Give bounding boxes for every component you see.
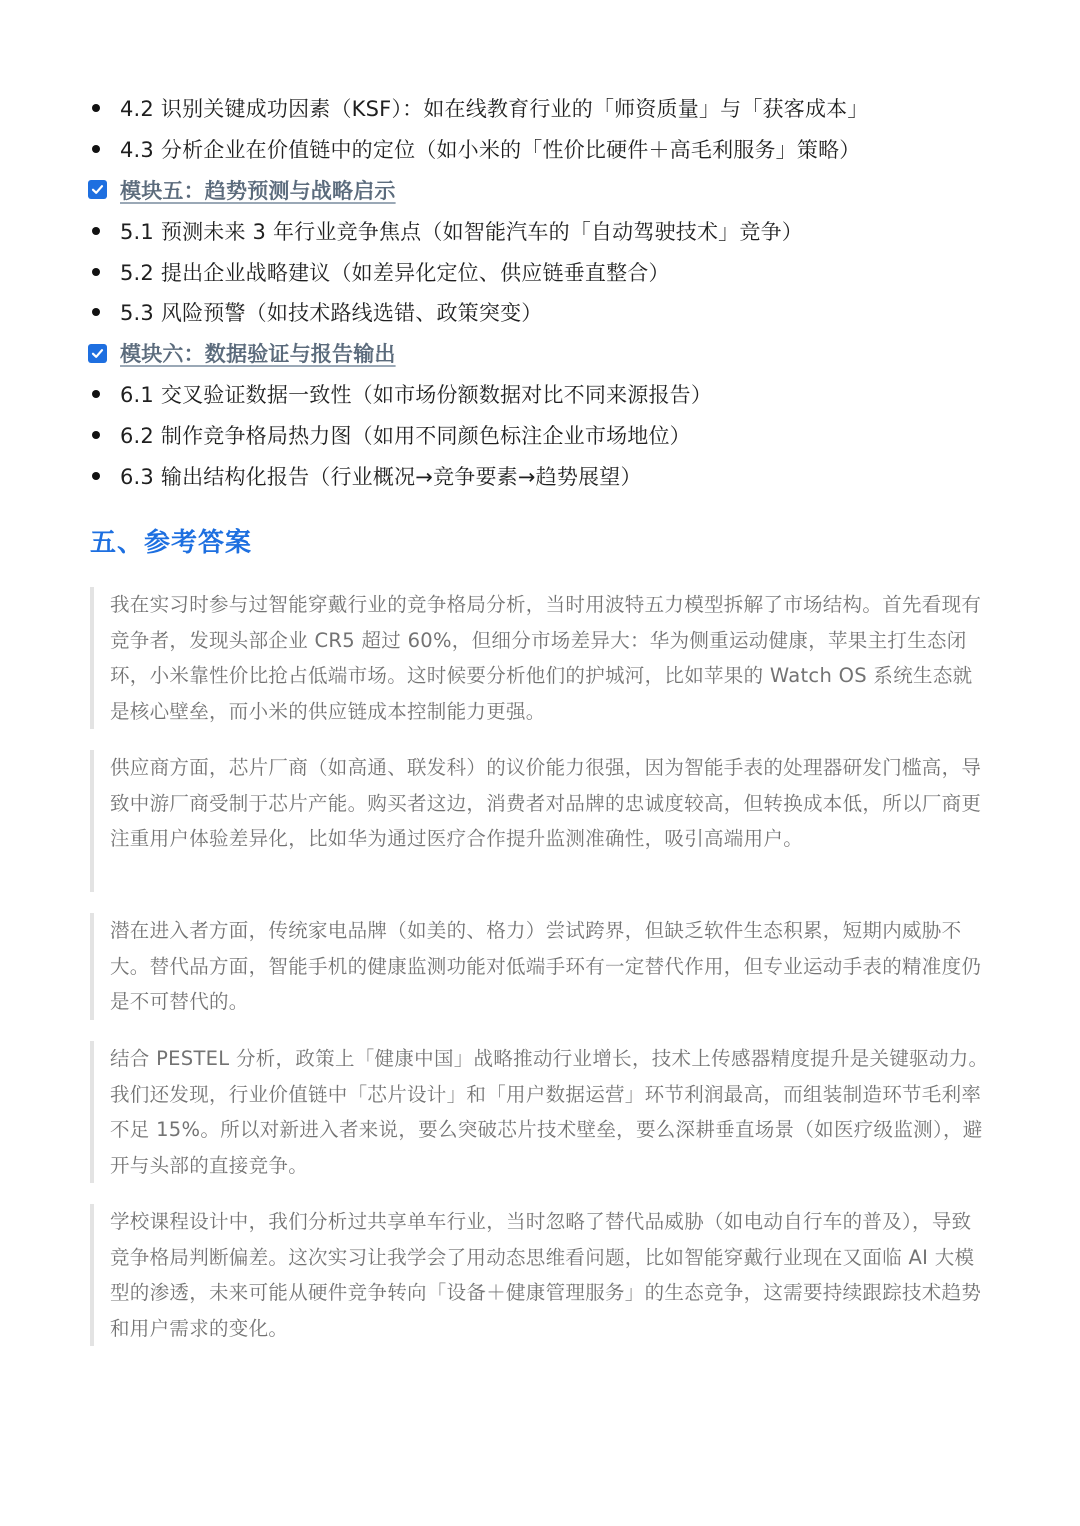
bullet-dot-icon	[92, 308, 100, 316]
bullet-dot-icon	[92, 227, 100, 235]
bullet-dot-icon	[92, 390, 100, 398]
checkbox-checked-icon[interactable]	[88, 344, 107, 363]
paragraph: 我在实习时参与过智能穿戴行业的竞争格局分析，当时用波特五力模型拆解了市场结构。首先看现有竞争者，发现头部企业 CR5 超过 60%，但细分市场差异大：华为侧重运动健康，苹果主打生态闭环，小米靠性价比抢占低端市场。这时候要分析他们的护城河，比如苹果的 Watch OS 系统生态就是核心壁垒，而小米的供应链成本控制能力更强。	[110, 593, 982, 723]
list-item	[88, 374, 1008, 415]
module-heading-text: 模块六：数据验证与报告输出	[120, 342, 396, 367]
list-item-text: 6.2 制作竞争格局热力图（如用不同颜色标注企业市场地位）	[120, 423, 691, 448]
paragraph: 结合 PESTEL 分析，政策上「健康中国」战略推动行业增长，技术上传感器精度提升是关键驱动力。我们还发现，行业价值链中「芯片设计」和「用户数据运营」环节利润最高，而组装制造环节毛利率不足 15%。所以对新进入者来说，要么突破芯片技术壁垒，要么深耕垂直场景（如医疗级监测），避开与头部的直接竞争。	[110, 1047, 989, 1177]
bullet-dot-icon	[92, 104, 100, 112]
list-item-text: 5.1 预测未来 3 年行业竞争焦点（如智能汽车的「自动驾驶技术」竞争）	[120, 219, 803, 244]
list-item	[88, 88, 1008, 129]
list-item	[88, 414, 1008, 455]
bullet-dot-icon	[92, 268, 100, 276]
list-item	[88, 292, 1008, 333]
paragraph: 供应商方面，芯片厂商（如高通、联发科）的议价能力很强，因为智能手表的处理器研发门槛高，导致中游厂商受制于芯片产能。购买者这边，消费者对品牌的忠诚度较高，但转换成本低，所以厂商更注重用户体验差异化，比如华为通过医疗合作提升监测准确性，吸引高端用户。	[110, 756, 982, 850]
outline-list	[88, 88, 1008, 496]
list-item	[88, 210, 1008, 251]
blockquote	[90, 913, 990, 1020]
module-heading-text: 模块五：趋势预测与战略启示	[120, 178, 396, 203]
blockquote	[90, 750, 990, 892]
module-heading-item[interactable]	[88, 333, 1008, 374]
list-item-text: 6.1 交叉验证数据一致性（如市场份额数据对比不同来源报告）	[120, 382, 713, 407]
blockquote	[90, 587, 990, 729]
list-item-text: 4.2 识别关键成功因素（KSF）：如在线教育行业的「师资质量」与「获客成本」	[120, 97, 869, 122]
list-item-text: 6.3 输出结构化报告（行业概况→竞争要素→趋势展望）	[120, 464, 642, 489]
list-item	[88, 251, 1008, 292]
list-item-text: 5.3 风险预警（如技术路线选错、政策突变）	[120, 301, 543, 326]
blockquote	[90, 1041, 990, 1183]
checkbox-checked-icon[interactable]	[88, 180, 107, 199]
list-item-text: 5.2 提出企业战略建议（如差异化定位、供应链垂直整合）	[120, 260, 670, 285]
bullet-dot-icon	[92, 472, 100, 480]
list-item	[88, 455, 1008, 496]
paragraph: 学校课程设计中，我们分析过共享单车行业，当时忽略了替代品威胁（如电动自行车的普及），导致竞争格局判断偏差。这次实习让我学会了用动态思维看问题，比如智能穿戴行业现在又面临 AI 大模型的渗透，未来可能从硬件竞争转向「设备＋健康管理服务」的生态竞争，这需要持续跟踪技术趋势和用户需求的变化。	[110, 1210, 982, 1340]
list-item	[88, 129, 1008, 170]
paragraph: 潜在进入者方面，传统家电品牌（如美的、格力）尝试跨界，但缺乏软件生态积累，短期内威胁不大。替代品方面，智能手机的健康监测功能对低端手环有一定替代作用，但专业运动手表的精准度仍是不可替代的。	[110, 919, 982, 1013]
bullet-dot-icon	[92, 431, 100, 439]
list-item-text: 4.3 分析企业在价值链中的定位（如小米的「性价比硬件＋高毛利服务」策略）	[120, 138, 861, 163]
bullet-dot-icon	[92, 145, 100, 153]
blockquote	[90, 1204, 990, 1346]
section-title: 五、参考答案	[90, 528, 253, 558]
module-heading-item[interactable]	[88, 170, 1008, 211]
